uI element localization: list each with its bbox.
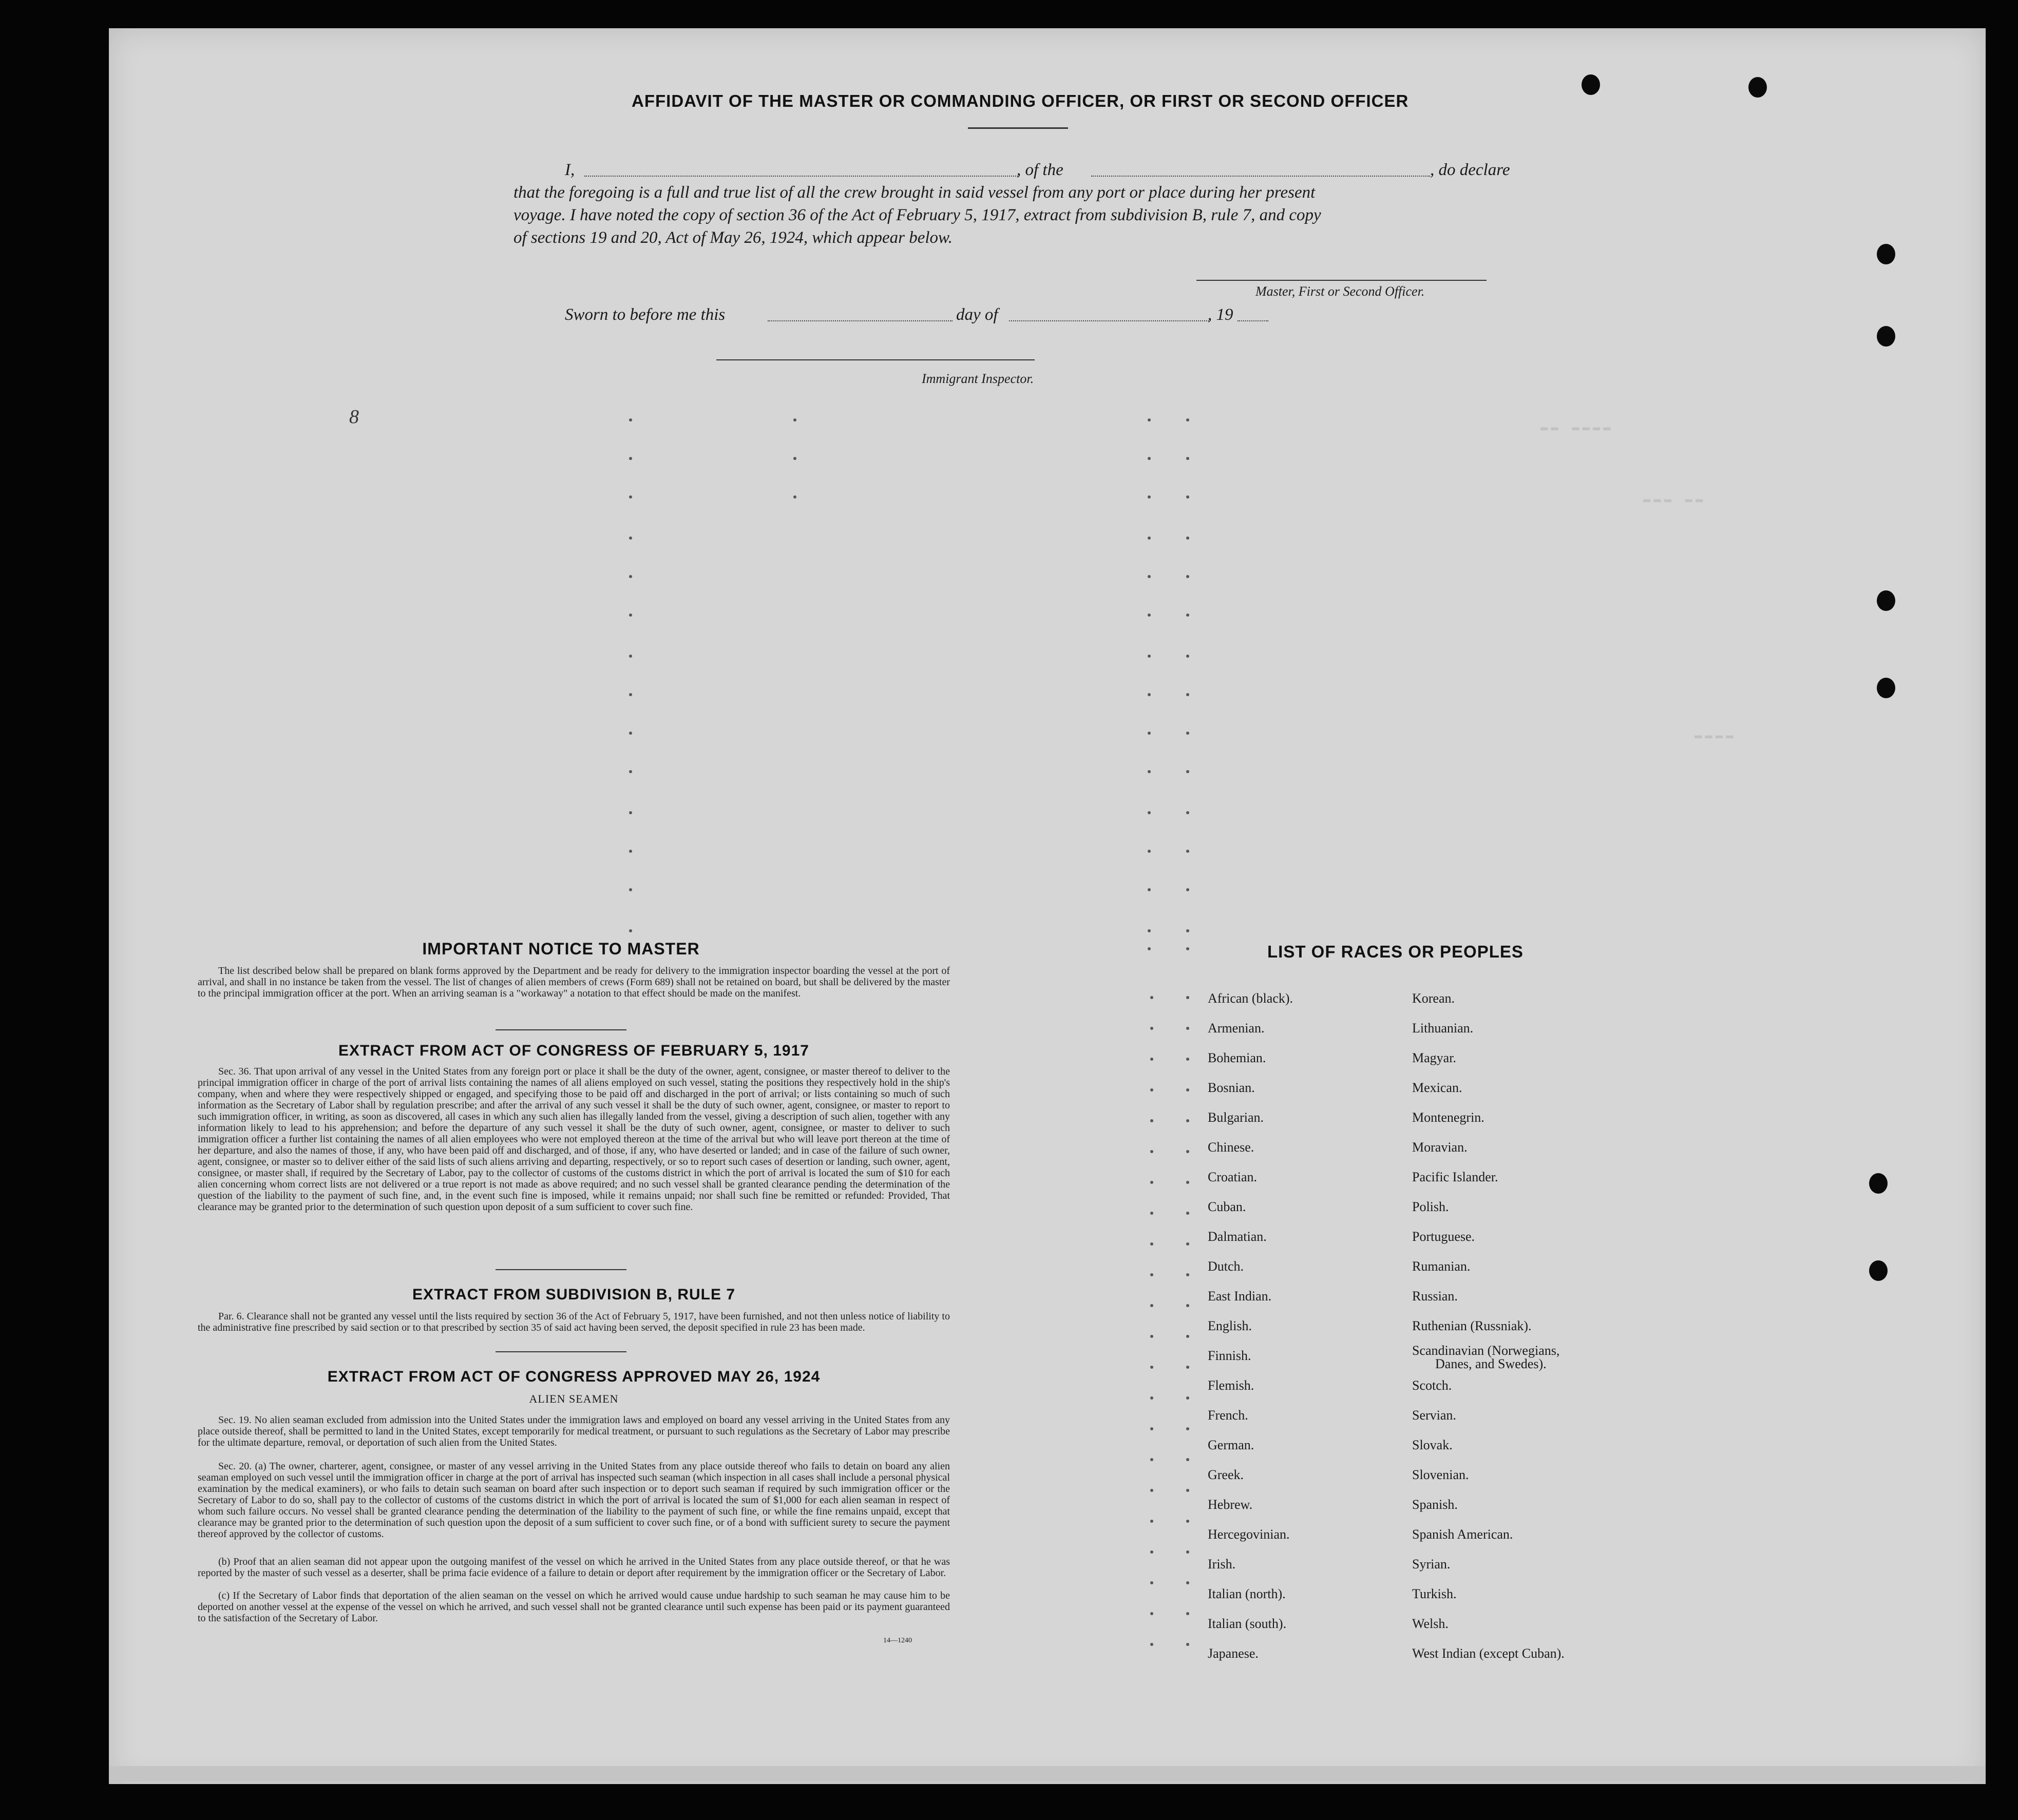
bleed-through: ▬▬▬ ▬▬: [1643, 493, 1706, 507]
race-item: Slovenian.: [1412, 1467, 1469, 1482]
year-text: , 19: [1208, 305, 1233, 324]
extract-rule7-body: Par. 6. Clearance shall not be granted any vessel until the lists required by section 36 of the Act of February 5, 1917, have been furnished, and not then unless notice of liability to the administrative fine prescribed by said section or to that prescribed by section 35 of said act having been served, the deposit specified in rule 23 has been made.: [198, 1311, 950, 1333]
sworn-year-blank[interactable]: [1238, 320, 1268, 321]
race-item: Magyar.: [1412, 1050, 1456, 1065]
margin-mark: 8: [349, 406, 359, 428]
race-item: Turkish.: [1412, 1586, 1457, 1601]
bleed-through: ▬▬▬▬: [1695, 729, 1737, 743]
affidavit-line2: that the foregoing is a full and true list of all the crew brought in said vessel from any port or place during her present: [513, 183, 1316, 202]
race-item: Lithuanian.: [1412, 1021, 1474, 1036]
race-item: English.: [1208, 1318, 1252, 1333]
punch-hole: [1869, 1260, 1888, 1281]
race-item: Spanish.: [1412, 1497, 1458, 1512]
punch-hole: [1877, 678, 1895, 698]
race-item: Syrian.: [1412, 1557, 1451, 1572]
races-title: LIST OF RACES OR PEOPLES: [1267, 942, 1524, 961]
race-item: Mexican.: [1412, 1080, 1462, 1095]
race-item: Rumanian.: [1412, 1259, 1471, 1274]
form-number: 14—1240: [883, 1637, 912, 1644]
punch-hole: [1877, 244, 1895, 264]
master-signature-line[interactable]: [1196, 280, 1487, 281]
race-item: Montenegrin.: [1412, 1110, 1484, 1125]
race-item: Welsh.: [1412, 1616, 1449, 1631]
race-item: Italian (north).: [1208, 1586, 1286, 1601]
punch-hole: [1748, 77, 1767, 98]
extract-1924-title: EXTRACT FROM ACT OF CONGRESS APPROVED MAY 26, 1924: [327, 1368, 821, 1385]
race-item: French.: [1208, 1408, 1248, 1423]
race-item: East Indian.: [1208, 1289, 1272, 1304]
sworn-day-blank[interactable]: [768, 320, 953, 321]
bleed-through: ▬▬ ▬▬▬▬: [1540, 421, 1614, 435]
race-item: Servian.: [1412, 1408, 1456, 1423]
race-item: Hebrew.: [1208, 1497, 1253, 1512]
race-item: Bohemian.: [1208, 1050, 1266, 1065]
race-item: Irish.: [1208, 1557, 1236, 1572]
race-item: Finnish.: [1208, 1348, 1251, 1363]
race-item: Italian (south).: [1208, 1616, 1287, 1631]
race-item: African (black).: [1208, 991, 1293, 1006]
race-item: Russian.: [1412, 1289, 1458, 1304]
sworn-text: Sworn to before me this: [565, 305, 726, 324]
affidavit-of-the: , of the: [1017, 161, 1063, 179]
inspector-label: Immigrant Inspector.: [922, 371, 1034, 386]
race-item: Japanese.: [1208, 1646, 1259, 1661]
race-item: Dalmatian.: [1208, 1229, 1267, 1244]
section-rule: [496, 1029, 626, 1030]
inspector-signature-line[interactable]: [716, 359, 1035, 360]
race-item: Spanish American.: [1412, 1527, 1513, 1542]
extract-1924-sec20a: Sec. 20. (a) The owner, charterer, agent, consignee, or master of any vessel arriving in the United States from any place outside thereof who fails to detain on board any alien seaman employed on such vessel until the immigration officer in charge at the port of arrival has inspected such seaman (which inspection in all cases shall include a personal physical examination by the medical examiners), or who fails to detain such seaman on board after such inspection or to deport such seaman if required by such immigration officer or the Secretary of Labor to do so, shall pay to the collector of customs of the customs district in which the port of arrival is located the sum of $1,000 for each alien seaman in respect of whom such failure occurs. No vessel shall be granted clearance pending the determination of the liability to the payment of such fine, or while the fine remains unpaid, except that clearance may be granted prior to the determination of such question upon the deposit of a sum sufficient to cover such fine, or of a bond with sufficient surety to secure the payment thereof approved by the collector of customs.: [198, 1461, 950, 1540]
race-item: Scandinavian (Norwegians,: [1412, 1343, 1560, 1358]
affidavit-title: AFFIDAVIT OF THE MASTER OR COMMANDING OFFICER, OR FIRST OR SECOND OFFICER: [632, 91, 1409, 110]
affidavit-declare: , do declare: [1430, 161, 1510, 179]
extract-1917-title: EXTRACT FROM ACT OF CONGRESS OF FEBRUARY 5, 1917: [338, 1042, 809, 1059]
punch-hole: [1869, 1173, 1888, 1194]
race-item: Bosnian.: [1208, 1080, 1255, 1095]
extract-rule7-title: EXTRACT FROM SUBDIVISION B, RULE 7: [412, 1286, 736, 1303]
race-item: Slovak.: [1412, 1438, 1453, 1452]
punch-hole: [1877, 590, 1895, 611]
master-signature-label: Master, First or Second Officer.: [1255, 284, 1425, 299]
affidavit-line4: of sections 19 and 20, Act of May 26, 1924, which appear below.: [513, 228, 953, 247]
race-item: Portuguese.: [1412, 1229, 1475, 1244]
title-rule: [968, 127, 1068, 129]
race-item: Greek.: [1208, 1467, 1244, 1482]
day-of-text: day of: [956, 305, 998, 324]
extract-1924-sec20b: (b) Proof that an alien seaman did not appear upon the outgoing manifest of the vessel on which he arrived in the United States from any place outside thereof, or that he was reported by the master of such vessel as a deserter, shall be prima facie evidence of a failure to detain or deport after requirement by the immigration officer or the Secretary of Labor.: [198, 1556, 950, 1579]
race-item: Korean.: [1412, 991, 1455, 1006]
sworn-month-blank[interactable]: [1009, 320, 1209, 321]
name-blank[interactable]: [584, 176, 1018, 177]
extract-1917-body: Sec. 36. That upon arrival of any vessel in the United States from any foreign port or place it shall be the duty of the owner, agent, consignee, or master thereof to deliver to the principal immigration officer in charge of the port of arrival lists containing the names of all aliens employed on such vessel, stating the positions they respectively hold in the ship's company, when and where they were respectively shipped or engaged, and specifying those to be paid off and discharged in the port of arrival; or lists containing so much of such information as the Secretary of Labor shall by regulation prescribe; and after the arrival of any such vessel it shall be the duty of such owner, agent, consignee, or master to report to such immigration officer, in writing, as soon as discovered, all cases in which any such alien has illegally landed from the vessel, giving a description of such alien, together with any information likely to lead to his apprehension; and before the departure of any such vessel it shall be the duty of such owner, agent, consignee, or master to deliver to such immigration officer a further list containing the names of all alien employees who were not employed thereon at the time of the arrival but who will leave port thereon at the time of her departure, and also the names of those, if any, who have been paid off and discharged, and of those, if any, who have deserted or landed; and in case of the failure of such owner, agent, consignee, or master so to deliver either of the said lists of such aliens arriving and departing, respectively, or so to report such cases of desertion or landing, such owner, agent, consignee, or master shall, if required by the Secretary of Labor, pay to the collector of customs of the customs district in which the port of arrival is located the sum of $10 for each alien concerning whom correct lists are not delivered or a true report is not made as above required; and no such vessel shall be granted clearance pending the determination of the question of the liability to the payment of such fine, and, in the event such fine is imposed, while it remains unpaid; nor shall such fine be remitted or refunded: Provided, That clearance may be granted prior to the determination of such question upon deposit of a sum sufficient to cover such fine.: [198, 1066, 950, 1213]
race-item: Croatian.: [1208, 1170, 1258, 1184]
alien-seamen-subtitle: ALIEN SEAMEN: [529, 1392, 619, 1405]
race-item: Flemish.: [1208, 1378, 1254, 1393]
punch-hole: [1582, 74, 1600, 95]
affidavit-i: I,: [565, 161, 575, 179]
race-item: Chinese.: [1208, 1140, 1254, 1155]
section-rule: [496, 1351, 626, 1352]
race-item: Bulgarian.: [1208, 1110, 1264, 1125]
race-item-continuation: Danes, and Swedes).: [1435, 1356, 1547, 1371]
notice-title: IMPORTANT NOTICE TO MASTER: [422, 940, 700, 958]
race-item: Polish.: [1412, 1199, 1449, 1214]
race-item: Moravian.: [1412, 1140, 1468, 1155]
race-item: Cuban.: [1208, 1199, 1246, 1214]
page-bottom-edge: [109, 1766, 1986, 1781]
race-item: West Indian (except Cuban).: [1412, 1646, 1565, 1661]
affidavit-line3: voyage. I have noted the copy of section 36 of the Act of February 5, 1917, extract from subdivision B, rule 7, and copy: [513, 206, 1321, 224]
race-item: Pacific Islander.: [1412, 1170, 1498, 1184]
extract-1924-sec20c: (c) If the Secretary of Labor finds that deportation of the alien seaman on the vessel on which he arrived would cause undue hardship to such seaman he may cause him to be deported on another vessel at the expense of the vessel on which he arrived, and such vessel shall not be granted clearance until such expense has been paid or its payment guaranteed to the satisfaction of the Secretary of Labor.: [198, 1590, 950, 1624]
punch-hole: [1877, 326, 1895, 347]
section-rule: [496, 1269, 626, 1270]
race-item: Hercegovinian.: [1208, 1527, 1290, 1542]
race-item: Dutch.: [1208, 1259, 1244, 1274]
race-item: German.: [1208, 1438, 1254, 1452]
notice-body: The list described below shall be prepared on blank forms approved by the Department and be ready for delivery to the immigration inspector boarding the vessel at the port of arrival, and shall in no instance be taken from the vessel. The list of changes of alien members of crews (Form 689) shall not be retained on board, but shall be delivered by the master to the principal immigration officer at the port. When an arriving seaman is a "workaway" a notation to that effect should be made on the manifest.: [198, 965, 950, 999]
race-item: Armenian.: [1208, 1021, 1265, 1036]
vessel-blank[interactable]: [1091, 176, 1430, 177]
race-item: Scotch.: [1412, 1378, 1452, 1393]
race-item: Ruthenian (Russniak).: [1412, 1318, 1532, 1333]
extract-1924-sec19: Sec. 19. No alien seaman excluded from admission into the United States under the immigration laws and employed on board any vessel arriving in the United States from any place outside thereof, shall be permitted to land in the United States, except temporarily for medical treatment, or pursuant to such regulations as the Secretary of Labor may prescribe for the ultimate departure, removal, or deportation of such alien from the United States.: [198, 1414, 950, 1448]
